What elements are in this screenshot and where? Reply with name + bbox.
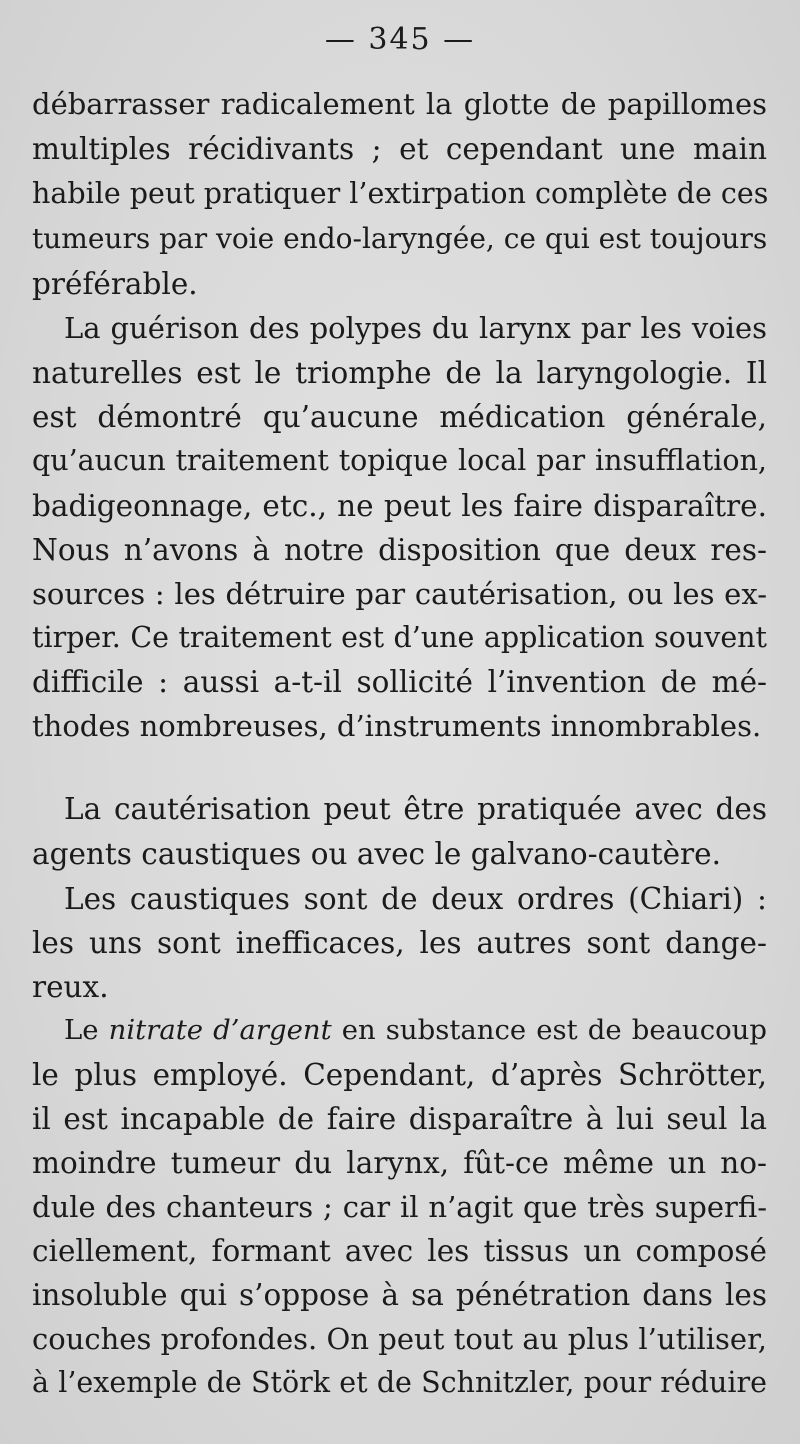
text-line: dule des chanteurs ; car il n’agit que très superfi- [32,1190,767,1224]
paragraph-start-line [64,1007,767,1053]
text-line: thodes nombreuses, d’instruments innombrables. [32,709,762,743]
text-line: habile peut pratiquer l’extirpation complète de ces [32,177,769,210]
text-line: ciellement, formant avec les tissus un composé [32,1234,767,1268]
text-line: badigeonnage, etc., ne peut les faire disparaître. [32,489,767,523]
text-line: les uns sont inefficaces, les autres sont dange- [32,926,767,960]
paragraph-start-line: La guérison des polypes du larynx par les voies [64,311,767,345]
text-line: naturelles est le triomphe de la laryngologie. Il [32,356,767,390]
text-line: moindre tumeur du larynx, fût-ce même un no- [32,1146,767,1180]
text-line: le plus employé. Cependant, d’après Schrötter, [32,1058,767,1092]
text-line: sources : les détruire par cautérisation, ou les ex- [32,577,767,611]
text-line: il est incapable de faire disparaître à lui seul la [32,1102,767,1136]
text-line: couches profondes. On peut tout au plus l’utiliser, [32,1322,767,1356]
text-line: agents caustiques ou avec le galvano-cautère. [32,837,721,871]
text-line: insoluble qui s’oppose à sa pénétration dans les [32,1278,767,1312]
text-line: est démontré qu’aucune médication générale, [32,400,767,434]
text-line: Nous n’avons à notre disposition que deux res- [32,533,767,567]
text-line: reux. [32,970,109,1004]
text-line: multiples récidivants ; et cependant une main [32,132,767,166]
text-line: à l’exemple de Störk et de Schnitzler, pour réduire [32,1366,767,1399]
italic-term: nitrate d’argent [108,1014,332,1046]
text-line: difficile : aussi a-t-il sollicité l’invention de mé- [32,665,767,699]
text-line: préférable. [32,267,198,301]
page-number: — 345 — [324,22,476,57]
text-line: tirper. Ce traitement est d’une application souvent [32,621,767,654]
text-line: débarrasser radicalement la glotte de papillomes [32,87,767,121]
text-segment: Le [64,1014,109,1046]
paragraph-start-line: La cautérisation peut être pratiquée avec des [64,792,767,826]
text-line: tumeurs par voie endo-laryngée, ce qui est toujours [32,222,768,255]
text-segment: en substance est de beaucoup [331,1014,767,1046]
paragraph-start-line: Les caustiques sont de deux ordres (Chiari) : [64,882,767,916]
text-line: qu’aucun traitement topique local par insufflation, [32,444,767,477]
